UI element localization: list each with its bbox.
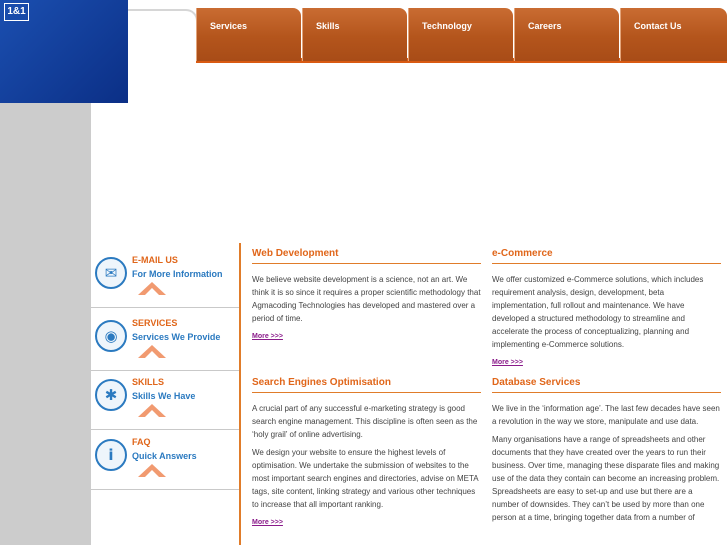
more-link[interactable]: More >>> <box>492 359 523 366</box>
sidebar-item-title: FAQ <box>132 437 151 447</box>
sidebar-item-subtitle: Skills We Have <box>132 391 196 401</box>
sidebar-item-subtitle: Quick Answers <box>132 451 197 461</box>
section-seo <box>252 377 481 529</box>
nav-tab-label: Skills <box>316 21 340 31</box>
nav-tab-label: Technology <box>422 21 472 31</box>
nav-tab-contact-us[interactable] <box>620 8 727 61</box>
nav-decoration <box>128 9 198 63</box>
more-link[interactable]: More >>> <box>252 519 283 526</box>
services-icon: ◉ <box>95 320 127 352</box>
sidebar-item-email[interactable] <box>91 245 240 308</box>
section-title: Database Services <box>492 377 721 393</box>
content-divider <box>239 243 241 545</box>
section-title: e-Commerce <box>492 248 721 264</box>
more-link[interactable]: More >>> <box>252 333 283 340</box>
section-ecommerce <box>492 248 721 369</box>
section-title: Web Development <box>252 248 481 264</box>
section-database <box>492 377 721 545</box>
section-text: A crucial part of any successful e-marketing strategy is good search engine management. This discipline is often seen as the ‘holy grail’ of online advertising. <box>252 404 478 439</box>
nav-tab-label: Contact Us <box>634 21 682 31</box>
skills-icon: ✱ <box>95 379 127 411</box>
arrow-up-icon <box>138 345 166 358</box>
sidebar-item-services[interactable] <box>91 308 240 371</box>
logo-mark: 1&1 <box>4 3 29 21</box>
sidebar-item-subtitle: Services We Provide <box>132 332 221 342</box>
section-text: We believe website development is a science, not an art. We think it is so since it requires a proper scientific methodology that Agmacoding Technologies has developed and mastered over a period of time. <box>252 275 481 323</box>
nav-tab-services[interactable] <box>196 8 301 61</box>
sidebar-item-faq[interactable] <box>91 427 240 490</box>
section-text: We offer customized e-Commerce solutions, which includes requirement analysis, design, development, beta implementation, full rollout and maintenance. We have developed a structured methodology to streamline and accelerate the process of conceptualizing, planning and implementing e-Commerce solutions. <box>492 275 704 349</box>
section-title: Search Engines Optimisation <box>252 377 481 393</box>
nav-tab-careers[interactable] <box>514 8 619 61</box>
arrow-up-icon <box>138 404 166 417</box>
sidebar-item-title: SKILLS <box>132 377 165 387</box>
info-icon: i <box>95 439 127 471</box>
section-text: Many organisations have a range of spreadsheets and other documents that they have created over the years to run their business. Over time, managing these disparate files and making use of the data they contain can become an increasing problem. Spreadsheets are easy to set-up and use but there are a number of downsides. They can’t be used by more than one person at a time, bringing together data from a number of <box>492 435 720 522</box>
arrow-up-icon <box>138 464 166 477</box>
sidebar-item-title: E-MAIL US <box>132 255 178 265</box>
nav-tab-label: Careers <box>528 21 562 31</box>
section-text: We live in the ‘information age’. The last few decades have seen a revolution in the way we store, manipulate and use data. <box>492 404 720 426</box>
logo[interactable] <box>0 0 128 103</box>
arrow-up-icon <box>138 282 166 295</box>
nav-tab-label: Services <box>210 21 248 31</box>
section-text: We design your website to ensure the highest levels of optimisation. We undertake the submission of websites to the most important search engines and directories, advise on META tags, site content, linking strategy and various other techniques to increase that all important ranking. <box>252 448 479 509</box>
sidebar-item-title: SERVICES <box>132 318 178 328</box>
nav-tab-skills[interactable] <box>302 8 407 61</box>
mail-icon: ✉ <box>95 257 127 289</box>
section-web-development <box>252 248 481 343</box>
sidebar-item-skills[interactable] <box>91 367 240 430</box>
nav-tab-technology[interactable] <box>408 8 513 61</box>
sidebar-item-subtitle: For More Information <box>132 269 223 279</box>
